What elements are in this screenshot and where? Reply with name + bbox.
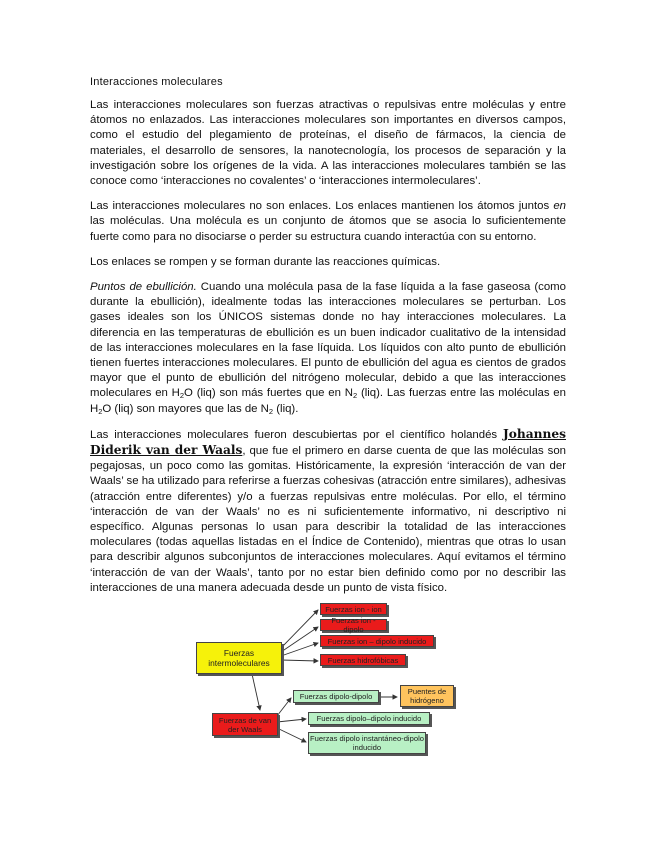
node-ion-ion: Fuerzas ion - ion — [320, 603, 387, 615]
text-segment: O (liq) son mayores que las de N — [102, 402, 269, 415]
subscript: 2 — [98, 406, 103, 416]
text-segment: Las interacciones moleculares no son enlaces. Los enlaces mantienen los átomos juntos — [90, 200, 554, 213]
paragraph-boiling-points — [90, 280, 566, 417]
paragraph-bonds-break: Los enlaces se rompen y se forman durante las reacciones químicas. — [90, 255, 441, 268]
arrow-ion-ion — [281, 610, 318, 648]
text-segment: (liq). — [273, 402, 299, 415]
node-hidrofobicas: Fuerzas hidrofóbicas — [320, 654, 406, 666]
node-dipolo-instantaneo: Fuerzas dipolo instantáneo-dipolo inducido — [308, 732, 426, 754]
subscript: 2 — [352, 391, 358, 401]
node-fuerzas-intermoleculares: Fuerzas intermoleculares — [196, 642, 282, 674]
paragraph-intro: Las interacciones moleculares son fuerzas atractivas o repulsivas entre moléculas y entre átomos no enlazados. Las interacciones moleculares son importantes en diversos campos, como el estudio del plegamiento de proteínas, el diseño de fármacos, la ciencia de materiales, el desarrollo de sensores, la nanotecnología, los procesos de separación y la investigación sobre los orígenes de la vida. A las interacciones moleculares también se las conoce como ‘interacciones no covalentes’ o ‘interacciones intermoleculares’. — [90, 99, 566, 188]
text-emphasis: Puntos de ebullición. — [90, 281, 197, 294]
node-ion-dipolo: Fuerzas ion - dipolo — [320, 619, 387, 631]
arrow-hidrofobicas — [281, 660, 318, 661]
text-segment: , que fue el primero en darse cuenta de que las moléculas son pegajosas, un poco como las gomitas. Históricamente, la expresión ‘interacción de van der Waals’ se ha utilizado para referirse a fuerzas cohesivas (atracción entre similares), adhesivas (atracción entre diferentes) y/o a fuerzas repulsivas entre moléculas. Por ello, el término ‘interacción de van der Waals’ no es ni suficientemente informativo, ni descriptivo ni específico. Algunas personas lo usan para describir la totalidad de las interacciones moleculares (todas aquellas listadas en el Índice de Contenido), mientras que otras lo usan para describir algunos subconjuntos de interacciones moleculares. Aquí evitamos el término ‘interacción de van der Waals’, tanto por no estar bien definido como por no describir las interacciones de una manera adecuada desde un punto de vista físico. — [90, 445, 566, 594]
arrow-dipolo-instantaneo — [277, 728, 306, 742]
arrow-ion-dipolo-inducido — [281, 643, 318, 656]
node-puentes-hidrogeno: Puentes de hidrógeno — [400, 685, 454, 707]
text-segment: (liq). Las fuerzas entre las moléculas en H — [90, 387, 566, 415]
intermolecular-forces-diagram — [190, 598, 460, 766]
node-dipolo-dipolo: Fuerzas dipolo-dipolo — [293, 690, 379, 703]
node-ion-dipolo-inducido: Fuerzas ion – dipolo inducido — [320, 635, 434, 647]
text-segment: O (liq) son más fuertes que en N — [184, 387, 353, 400]
node-dipolo-dipolo-inducido: Fuerzas dipolo–dipolo inducido — [308, 712, 430, 725]
document-heading: Interacciones moleculares — [90, 76, 223, 88]
text-emphasis: en — [553, 200, 566, 213]
text-segment: Cuando una molécula pasa de la fase líquida a la fase gaseosa (como durante la ebullición), idealmente todas las interacciones moleculares se perturban. Los gases ideales son los ÚNICOS sistemas donde no hay interacciones moleculares. La diferencia en las temperaturas de ebullición es un buen indicador cualitativo de la intensidad de las interacciones moleculares en la fase líquida. Los líquidos con alto punto de ebullición tienen fuertes interacciones moleculares. El punto de ebullición del agua es cientos de grados mayor que el punto de ebullición del nitrógeno molecular, debido a que las interacciones moleculares en H — [90, 281, 566, 400]
paragraph-not-bonds — [90, 199, 566, 245]
arrow-ion-dipolo — [281, 627, 318, 652]
arrow-van-der-waals — [252, 674, 260, 710]
paragraph-van-der-waals — [90, 427, 566, 596]
arrow-dipolo-dipolo — [277, 698, 291, 716]
arrow-dipolo-dipolo-inducido — [277, 719, 306, 722]
subscript: 2 — [268, 406, 274, 416]
document-page — [90, 76, 566, 606]
scientist-name-link[interactable]: Johannes Diderik van der Waals — [90, 426, 566, 458]
text-segment: las moléculas. Una molécula es un conjunto de átomos que se asocia lo suficientemente fuerte como para no disociarse o perder su estructura cuando interactúa con su entorno. — [90, 215, 566, 243]
node-van-der-waals: Fuerzas de van der Waals — [212, 713, 278, 736]
subscript: 2 — [179, 391, 185, 401]
text-segment: Las interacciones moleculares fueron descubiertas por el científico holandés — [90, 428, 503, 441]
